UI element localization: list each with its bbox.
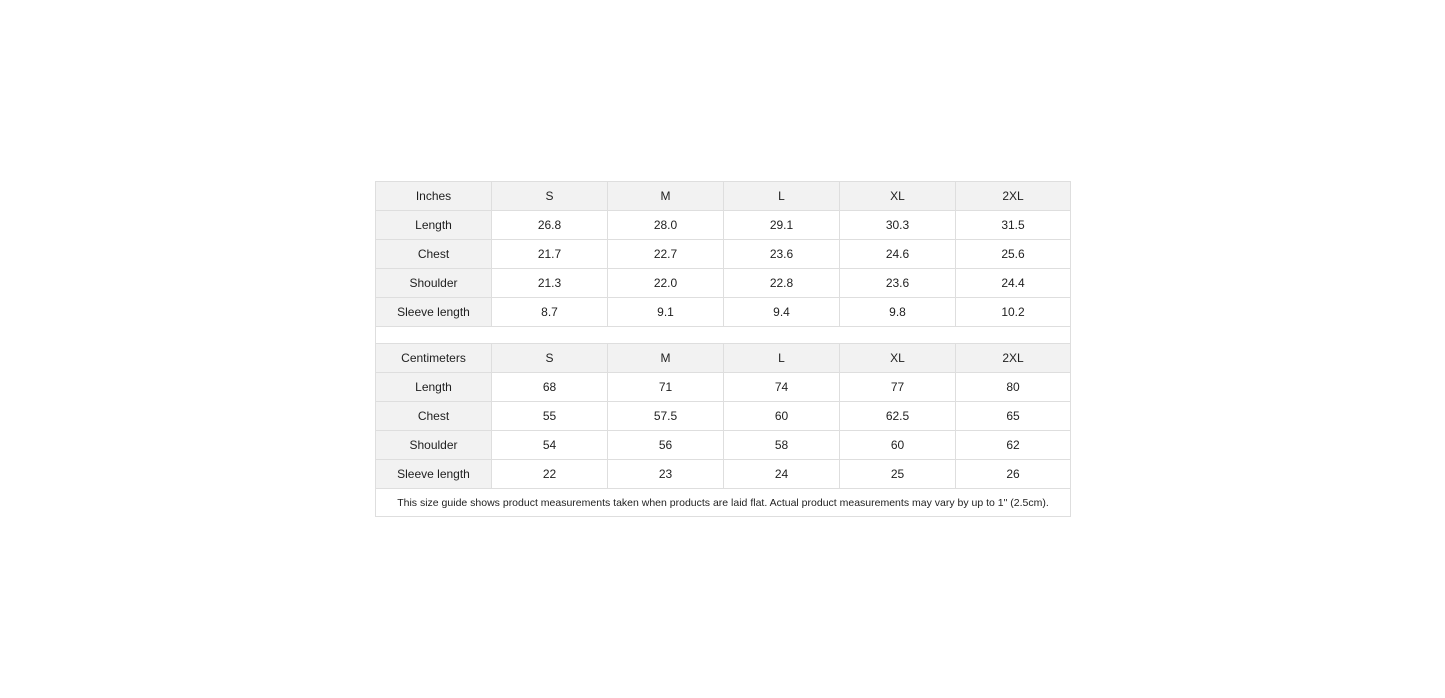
unit-label-centimeters: Centimeters <box>376 344 492 373</box>
table-cell: 24.4 <box>956 269 1071 298</box>
table-cell: 9.8 <box>840 298 956 327</box>
unit-label-inches: Inches <box>376 182 492 211</box>
inches-header-row <box>376 182 1071 211</box>
spacer-cell <box>376 327 1071 344</box>
table-cell: 54 <box>492 431 608 460</box>
row-label-length: Length <box>376 373 492 402</box>
table-row <box>376 298 1071 327</box>
size-header-xl: XL <box>840 182 956 211</box>
table-cell: 68 <box>492 373 608 402</box>
table-cell: 57.5 <box>608 402 724 431</box>
table-cell: 31.5 <box>956 211 1071 240</box>
table-cell: 60 <box>724 402 840 431</box>
row-label-sleeve-length: Sleeve length <box>376 298 492 327</box>
size-header-xl: XL <box>840 344 956 373</box>
table-cell: 26 <box>956 460 1071 489</box>
size-header-m: M <box>608 344 724 373</box>
size-header-2xl: 2XL <box>956 182 1071 211</box>
table-cell: 21.3 <box>492 269 608 298</box>
table-cell: 55 <box>492 402 608 431</box>
table-cell: 23.6 <box>724 240 840 269</box>
table-cell: 26.8 <box>492 211 608 240</box>
cm-header-row <box>376 344 1071 373</box>
row-label-chest: Chest <box>376 402 492 431</box>
note-row <box>376 489 1071 517</box>
table-cell: 22.7 <box>608 240 724 269</box>
table-row <box>376 240 1071 269</box>
table-cell: 29.1 <box>724 211 840 240</box>
row-label-chest: Chest <box>376 240 492 269</box>
row-label-sleeve-length: Sleeve length <box>376 460 492 489</box>
table-row <box>376 402 1071 431</box>
table-cell: 74 <box>724 373 840 402</box>
table-cell: 71 <box>608 373 724 402</box>
table-cell: 23 <box>608 460 724 489</box>
table-cell: 8.7 <box>492 298 608 327</box>
table-cell: 80 <box>956 373 1071 402</box>
table-cell: 62.5 <box>840 402 956 431</box>
table-cell: 28.0 <box>608 211 724 240</box>
size-header-l: L <box>724 182 840 211</box>
table-cell: 24 <box>724 460 840 489</box>
table-cell: 9.4 <box>724 298 840 327</box>
table-cell: 25 <box>840 460 956 489</box>
table-cell: 21.7 <box>492 240 608 269</box>
row-label-length: Length <box>376 211 492 240</box>
table-cell: 77 <box>840 373 956 402</box>
table-cell: 10.2 <box>956 298 1071 327</box>
section-spacer <box>376 327 1071 344</box>
row-label-shoulder: Shoulder <box>376 269 492 298</box>
size-guide-table <box>375 181 1071 517</box>
table-cell: 22.8 <box>724 269 840 298</box>
table-cell: 9.1 <box>608 298 724 327</box>
table-row <box>376 373 1071 402</box>
table-cell: 23.6 <box>840 269 956 298</box>
table-cell: 22 <box>492 460 608 489</box>
table-row <box>376 431 1071 460</box>
row-label-shoulder: Shoulder <box>376 431 492 460</box>
measurement-note: This size guide shows product measurements taken when products are laid flat. Actual product measurements may vary by up to 1" (2.5cm). <box>376 489 1071 517</box>
table-cell: 60 <box>840 431 956 460</box>
table-row <box>376 211 1071 240</box>
table-cell: 65 <box>956 402 1071 431</box>
size-header-m: M <box>608 182 724 211</box>
table-cell: 22.0 <box>608 269 724 298</box>
size-header-l: L <box>724 344 840 373</box>
size-header-s: S <box>492 344 608 373</box>
table-cell: 24.6 <box>840 240 956 269</box>
table-row <box>376 269 1071 298</box>
table-cell: 56 <box>608 431 724 460</box>
table-row <box>376 460 1071 489</box>
table-cell: 62 <box>956 431 1071 460</box>
size-header-s: S <box>492 182 608 211</box>
table-cell: 58 <box>724 431 840 460</box>
table-cell: 30.3 <box>840 211 956 240</box>
size-header-2xl: 2XL <box>956 344 1071 373</box>
table-cell: 25.6 <box>956 240 1071 269</box>
